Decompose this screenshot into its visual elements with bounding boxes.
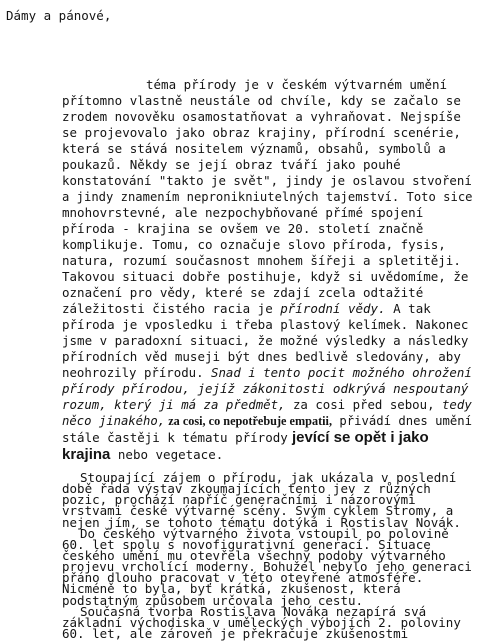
text-line: Nicméně to byla, byť krátká, zkušenost, která [62,581,401,597]
text-line: době řada výstav zkoumajících tento jev z různých [62,481,431,497]
text-span: A tak [385,301,431,316]
text-line: komplikuje. Tomu, co označuje slovo příroda, fysis, [62,237,446,252]
text-line [62,301,431,316]
text-line: jsme v paradoxní situaci, že možné výsledky a následky [62,333,469,348]
text-line: se projevovalo jako obraz krajiny, přírodní scenérie, [62,125,461,140]
serif-phrase: za cosi, co nepotřebuje empatii, [165,414,333,428]
text-line: přítomno vlastně neustále od chvíle, kdy se začalo se [62,93,461,108]
italic-phrase: přírodní vědy. [280,301,386,316]
text-line: mnohovrstevné, ale nezpochybňované přímé spojení [62,205,424,220]
text-line: příroda je vposledku i třeba plastový kelímek. Nakonec [62,317,469,332]
text-line [62,365,472,380]
text-line: nejen jím, se tohoto tématu dotýká i Rostislav Novák. [62,514,461,530]
text-line: 60. let, ale zároveň je překračuje zkušenostmi [62,626,409,641]
italic-line: přírody přírodou, jejíž zákonitosti odkrývá nespoutaný [62,381,469,396]
text-line: konstatování "takto je svět", jindy je oslavou stvoření [62,173,472,188]
text-line: přáno dlouho pracovat v této otevřené atmosféře. [62,570,424,586]
text-line: poukazů. Někdy se její obraz tváří jako pouhé [62,157,401,172]
text-line: příroda - krajina se ovšem ve 20. století značně [62,221,424,236]
text-line [62,413,472,429]
text-line: vrstvami české výtvarné scény. Svým cyklem Stromy, a [62,503,454,519]
text-span: záležitosti čistého racia je [62,301,273,316]
greeting: Dámy a pánové, [6,8,112,23]
text-span: nebo vegetace. [110,447,224,462]
text-line: Takovou situaci dobře postihuje, když si uvědomíme, že [62,269,469,284]
text-line: českého umění mu otevřela všechny podoby výtvarného [62,548,446,563]
text-line: podstatným způsobem určovala jeho cestu. [62,592,364,608]
text-line: projevu vrcholící moderny. Bohužel nebylo jeho generaci [62,559,472,575]
text-line: 60. let spolu s novofigurativní generací. Situace [62,536,431,552]
text-span: stále častěji k tématu přírody [62,430,288,445]
text-line: natura, rozumí současnost mnohem šířeji a spletitěji. [62,253,461,268]
text-line [62,397,472,412]
text-line: Do českého výtvarného života vstoupil po polovině [80,525,449,541]
text-line: pozic, prochází napříč generačními i názorovými [62,492,416,508]
text-span: neohrozily přírodu. [62,365,204,380]
text-line: základní východiska v uměleckých výbojích 2. poloviny [62,614,461,630]
text-line: přírodních věd museji být dnes bedlivě sledovány, aby [62,349,461,364]
italic-phrase: něco jinakého, [62,413,166,428]
text-line: která se stává nositelem významů, obsahů, symbolů a [62,141,446,156]
text-line: označení pro vědy, které se zdají zcela odtažité [62,285,424,300]
bold-phrase: krajina [62,446,111,463]
text-line: a jindy znamením nepronikniutelných tajemství. Toto sice [62,189,473,204]
text-line: zrodem novověku osamostatňovat a vyhraňovat. Nejspíše [62,109,461,124]
text-line: Stoupající zájem o přírodu, jak ukázala v poslední [80,470,457,485]
text-span: za cosi před sebou, [285,397,435,412]
bold-phrase: jevící se opět i jako [287,429,429,446]
italic-phrase: Snad i tento pocit možného ohrožení [203,365,472,380]
italic-phrase: rozum, který ji má za předmět, [62,397,286,412]
text-line [62,447,223,462]
italic-phrase: tedy [434,397,472,412]
text-line: Současná tvorba Rostislava Nováka nezapírá svá [80,603,427,619]
text-span: přivádí dnes umění [332,413,473,428]
text-line: téma přírody je v českém výtvarném umění [146,77,448,92]
text-line [62,430,429,445]
